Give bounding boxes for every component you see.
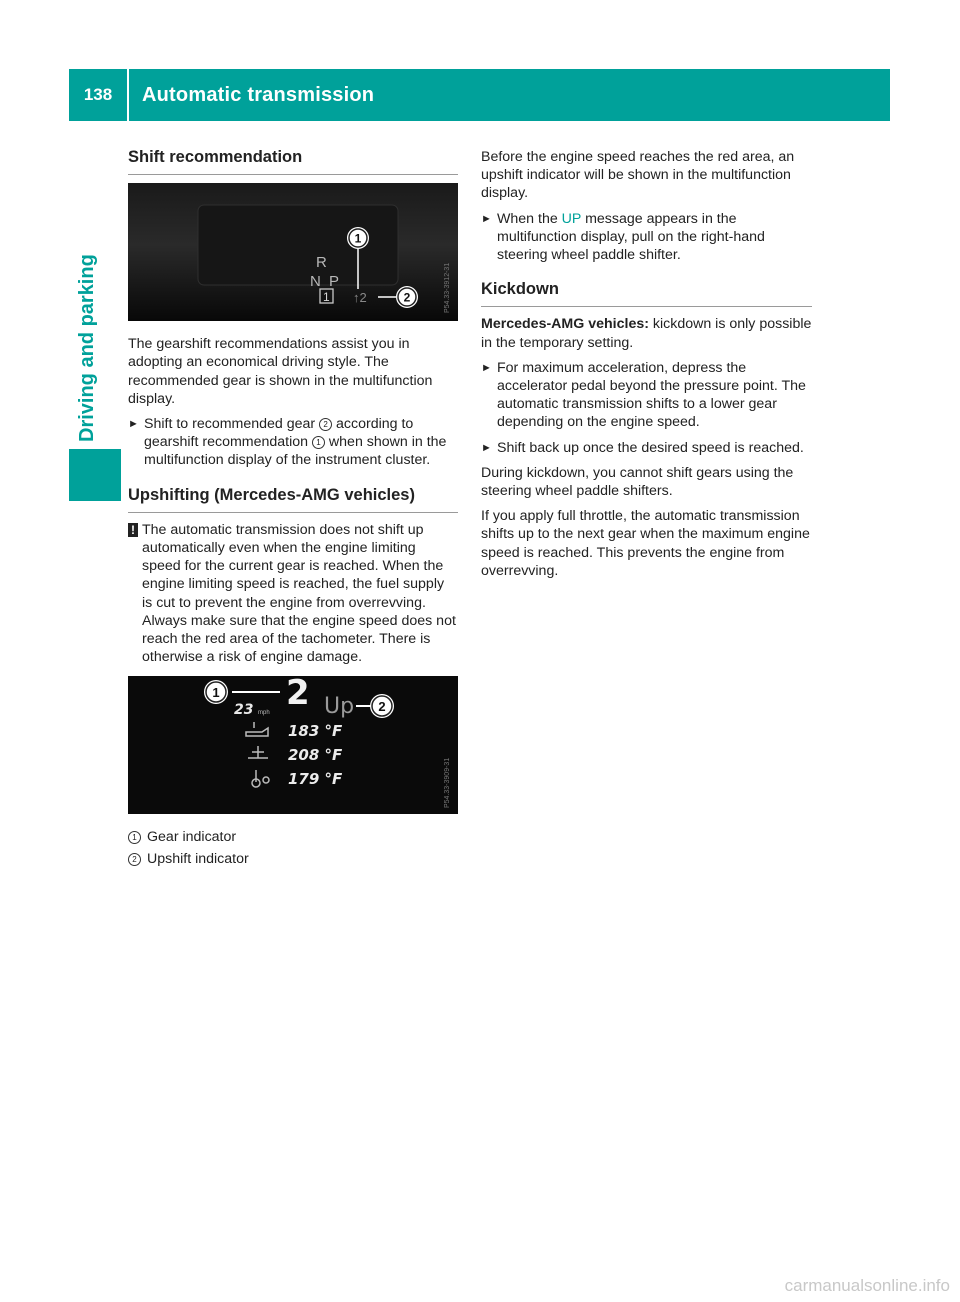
coolant-temperature: 179 °F <box>288 770 343 789</box>
upshift-indicator: Up <box>324 694 355 720</box>
heading-shift-recommendation: Shift recommendation <box>128 148 458 175</box>
instruction-max-acceleration: ► For maximum acceleration, depress the accelerator pedal beyond the pressure point. The automatic transmission shifts to a lower gear depending on the engine speed. <box>481 359 806 431</box>
svg-text:1: 1 <box>212 685 220 701</box>
gear-p: P <box>329 273 340 291</box>
instruction-shift-to-gear: ► Shift to recommended gear 2 according to gearshift recommendation 1 when shown in the multifunction display of the instrument cluster. <box>128 416 447 469</box>
step-arrow-icon: ► <box>481 212 492 225</box>
gear-value: 2 <box>286 676 310 714</box>
transmission-temperature: 208 °F <box>288 746 343 765</box>
figure-code: P54.33-3912-31 <box>444 262 451 314</box>
callout-ref-1: 1 <box>312 436 325 449</box>
upshift-display-illustration <box>128 676 458 814</box>
callout-ref-2: 2 <box>319 418 332 431</box>
kickdown-intro: Mercedes-AMG vehicles: kickdown is only possible in the temporary setting. <box>481 316 812 351</box>
upshift-intro-text: Before the engine speed reaches the red area, an upshift indicator will be shown in the multifunction display. <box>481 149 795 202</box>
kickdown-paddle-note: During kickdown, you cannot shift gears using the steering wheel paddle shifters. <box>481 464 794 500</box>
gear-n: N <box>310 273 321 291</box>
step-arrow-icon: ► <box>128 418 139 431</box>
right-column <box>481 148 812 587</box>
page-number: 138 <box>69 69 129 121</box>
current-gear: 1 <box>323 290 330 305</box>
heading-kickdown: Kickdown <box>481 280 812 307</box>
speed-value: 23 <box>234 702 254 719</box>
display-panel <box>198 205 398 285</box>
step-arrow-icon: ► <box>481 441 492 454</box>
legend-item-gear-indicator: 1 Gear indicator <box>128 828 458 846</box>
shift-recommendation-text: The gearshift recommendations assist you in adopting an economical driving style. The recommended gear is shown in the multifunction display. <box>128 336 433 407</box>
oil-temperature: 183 °F <box>288 722 343 741</box>
page-title: Automatic transmission <box>142 83 375 106</box>
svg-text:1: 1 <box>354 231 362 246</box>
svg-text:2: 2 <box>378 699 386 715</box>
gear-r: R <box>316 254 327 272</box>
step-arrow-icon: ► <box>481 361 492 374</box>
figure-upshift-display <box>128 676 458 814</box>
recommended-gear: ↑2 <box>353 290 367 306</box>
up-message-word: UP <box>561 210 582 227</box>
heading-upshifting: Upshifting (Mercedes-AMG vehicles) <box>128 486 458 513</box>
instruction-shift-back: ► Shift back up once the desired speed is reached. <box>481 439 804 456</box>
section-tab-marker <box>69 449 121 501</box>
warning-icon: ! <box>128 523 138 537</box>
svg-text:2: 2 <box>403 290 411 305</box>
kickdown-full-throttle-note: If you apply full throttle, the automatic transmission shifts up to the next gear when the maximum engine speed is reached. This prevents the engine from overrevving. <box>481 508 810 579</box>
warning-note: ! The automatic transmission does not shift up automatically even when the engine limiting speed for the current gear is reached. When the engine limiting speed is reached, the fuel supply is cut to prevent the engine from overrevving. Always make sure that the engine speed does not reach the red area of the tachometer. There is otherwise a risk of engine damage. <box>128 521 458 667</box>
legend-item-upshift-indicator: 2 Upshift indicator <box>128 850 458 868</box>
watermark: carmanualsonline.info <box>784 1276 950 1295</box>
figure-shift-recommendation <box>128 183 458 321</box>
speed-unit: mph <box>258 710 270 717</box>
figure-code: P54.33-3909-31 <box>444 758 451 809</box>
left-column <box>128 148 458 871</box>
section-tab-label: Driving and parking <box>76 254 98 442</box>
instruction-up-message: ► When the UP message appears in the multifunction display, pull on the right-hand steering wheel paddle shifter. <box>481 210 765 264</box>
shift-display-illustration <box>128 183 458 321</box>
